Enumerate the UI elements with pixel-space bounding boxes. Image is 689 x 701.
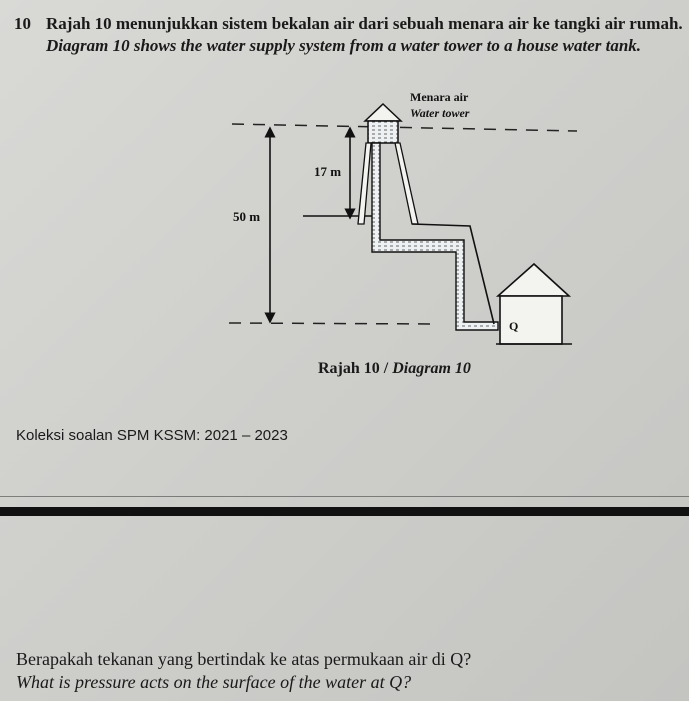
point-q-label: Q <box>509 319 519 333</box>
tower-tank <box>368 121 398 143</box>
question-prompt-english: What is pressure acts on the surface of the water at Q? <box>16 672 412 692</box>
question-intro-english: Diagram 10 shows the water supply system from a water tower to a house water tank. <box>46 36 642 55</box>
water-pipe <box>372 143 498 330</box>
question-prompt-malay: Berapakah tekanan yang bertindak ke atas permukaan air di Q? <box>16 649 472 669</box>
depth-label: 17 m <box>314 164 342 179</box>
house-roof <box>498 264 569 296</box>
question-number: 10 <box>14 14 31 33</box>
tower-left-leg <box>358 143 371 224</box>
divider-thick <box>0 507 689 516</box>
tower-label-malay: Menara air <box>410 90 469 104</box>
question-intro-malay: Rajah 10 menunjukkan sistem bekalan air dari sebuah menara air ke tangki air rumah. <box>46 14 683 33</box>
collection-note: Koleksi soalan SPM KSSM: 2021 – 2023 <box>16 427 288 444</box>
hill-line <box>412 224 494 324</box>
bottom-level-dashed-line <box>229 323 436 324</box>
tower-right-leg <box>395 143 418 224</box>
tower-roof <box>365 104 401 121</box>
height-label: 50 m <box>233 209 261 224</box>
divider-thin <box>0 496 689 497</box>
tower-label-english: Water tower <box>410 106 470 120</box>
top-level-dashed-line <box>232 124 577 131</box>
diagram-caption: Rajah 10 / Diagram 10 <box>318 360 471 377</box>
